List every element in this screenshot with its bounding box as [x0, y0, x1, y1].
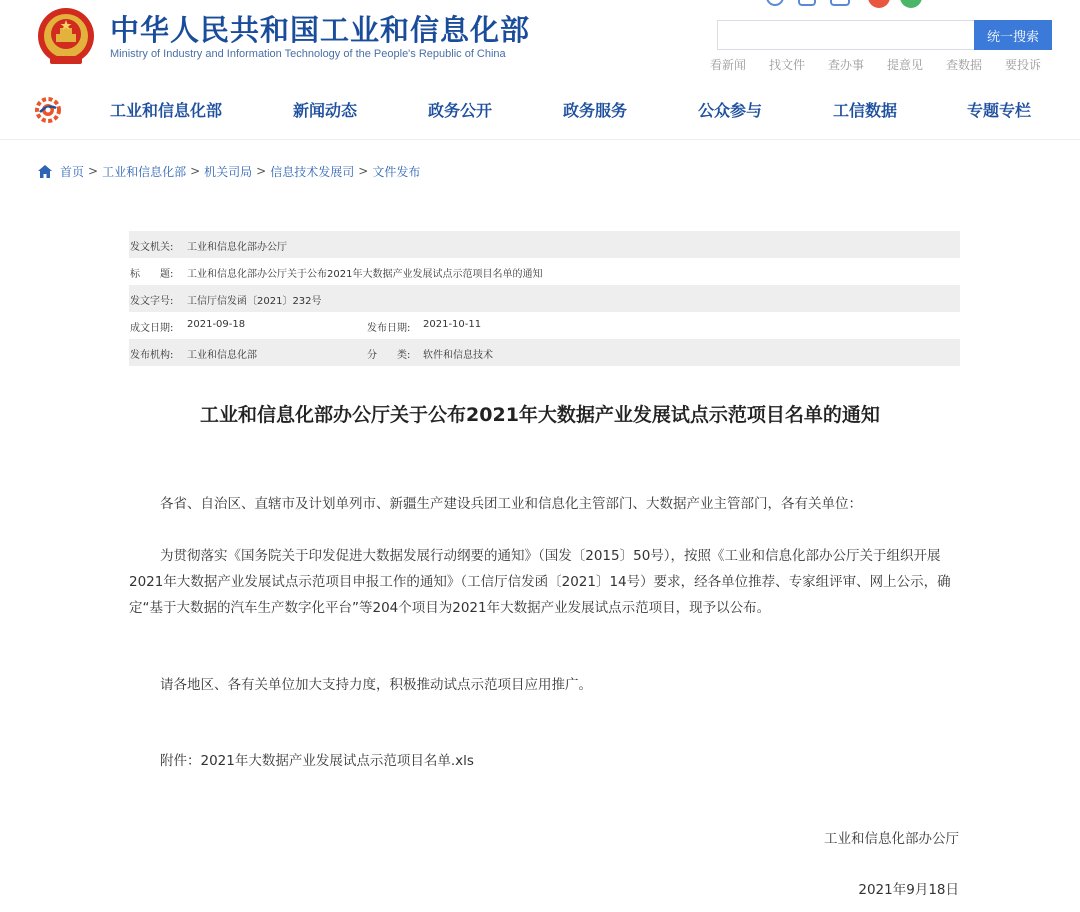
breadcrumb-departments[interactable]: 机关司局: [204, 164, 253, 179]
quick-link-files[interactable]: 找文件: [769, 58, 806, 72]
nav-item-open-gov[interactable]: 政务公开: [428, 101, 493, 120]
breadcrumb-miit[interactable]: 工业和信息化部: [102, 164, 187, 179]
meta-row-issuer: [129, 231, 960, 258]
meta-written-date: 2021-09-18: [187, 319, 246, 330]
meta-title: 工业和信息化部办公厅关于公布2021年大数据产业发展试点示范项目名单的通知: [187, 269, 543, 280]
search-input[interactable]: [717, 20, 975, 50]
meta-label: 发布日期:: [367, 323, 411, 334]
weibo-icon[interactable]: [868, 0, 890, 8]
wechat-icon[interactable]: [900, 0, 922, 8]
article-title: 工业和信息化部办公厅关于公布2021年大数据产业发展试点示范项目名单的通知: [200, 404, 880, 426]
site-header: [0, 0, 1080, 82]
nav-item-gov-services[interactable]: 政务服务: [563, 101, 628, 120]
quick-link-news[interactable]: 看新闻: [710, 58, 747, 72]
gear-logo-icon[interactable]: [34, 96, 62, 124]
meta-row-agency: [129, 339, 960, 366]
quick-link-data[interactable]: 查数据: [946, 58, 983, 72]
document-meta-table: [129, 231, 960, 366]
meta-published-date: 2021-10-11: [423, 319, 482, 330]
breadcrumb-separator: >: [256, 164, 267, 178]
nav-item-miit[interactable]: 工业和信息化部: [110, 101, 223, 120]
meta-row-dates: [129, 312, 960, 339]
meta-label: 分 类:: [367, 350, 411, 361]
quick-links: [704, 56, 1054, 74]
meta-row-doc-no: [129, 285, 960, 312]
quick-link-services[interactable]: 查办事: [828, 58, 865, 72]
meta-row-title: [129, 258, 960, 285]
main-nav: [0, 82, 1080, 140]
article-date: 2021年9月18日: [858, 882, 959, 898]
article-request: 请各地区、各有关单位加大支持力度，积极推动试点示范项目应用推广。: [160, 677, 592, 693]
meta-label: 发文机关:: [130, 242, 174, 253]
home-icon: [38, 165, 52, 178]
article-issuer: 工业和信息化部办公厅: [824, 831, 959, 847]
breadcrumb: [38, 162, 420, 180]
accessibility-icon[interactable]: [766, 0, 784, 6]
meta-label: 标 题:: [130, 269, 174, 280]
quick-link-feedback[interactable]: 提意见: [887, 58, 924, 72]
nav-item-topics[interactable]: 专题专栏: [967, 101, 1032, 120]
article-salutation: 各省、自治区、直辖市及计划单列市、新疆生产建设兵团工业和信息化主管部门、大数据产业主管部门，各有关单位：: [160, 496, 862, 512]
nav-item-public[interactable]: 公众参与: [698, 101, 763, 120]
meta-doc-no: 工信厅信发函〔2021〕232号: [187, 296, 322, 307]
breadcrumb-it-dept[interactable]: 信息技术发展司: [270, 164, 355, 179]
breadcrumb-home[interactable]: 首页: [60, 164, 85, 179]
attachment-label: 附件：: [160, 753, 201, 769]
quick-link-complaint[interactable]: 要投诉: [1005, 58, 1042, 72]
nav-item-data[interactable]: 工信数据: [833, 101, 898, 120]
meta-label: 发布机构:: [130, 350, 174, 361]
nav-item-news[interactable]: 新闻动态: [293, 101, 358, 120]
article-body: 为贯彻落实《国务院关于印发促进大数据发展行动纲要的通知》（国发〔2015〕50号），按照《工业和信息化部办公厅关于组织开展2021年大数据产业发展试点示范项目申报工作的通知》（工信厅信发函〔2021〕14号）要求，经各单位推荐、专家组评审、网上公示，确定“基于大数据的汽车生产数字化平台”等204个项目为2021年大数据产业发展试点示范项目，现予以公布。: [129, 548, 951, 616]
meta-label: 成文日期:: [130, 323, 174, 334]
attachment-link[interactable]: 2021年大数据产业发展试点示范项目名单.xls: [200, 753, 474, 769]
mail-icon[interactable]: [830, 0, 850, 6]
breadcrumb-file-release[interactable]: 文件发布: [372, 164, 421, 179]
meta-issuer: 工业和信息化部办公厅: [187, 242, 287, 253]
search-button[interactable]: 统一搜索: [974, 20, 1052, 50]
meta-label: 发文字号:: [130, 296, 174, 307]
site-title[interactable]: 中华人民共和国工业和信息化部: [110, 13, 531, 47]
national-emblem-icon[interactable]: [36, 6, 96, 68]
meta-category: 软件和信息技术: [423, 350, 493, 361]
mobile-icon[interactable]: [798, 0, 816, 6]
top-toolbar: [760, 0, 1080, 6]
breadcrumb-separator: >: [358, 164, 369, 178]
site-subtitle: Ministry of Industry and Information Technology of the People's Republic of China: [110, 48, 506, 60]
meta-agency: 工业和信息化部: [187, 350, 257, 361]
breadcrumb-separator: >: [88, 164, 99, 178]
article-attachment: [160, 748, 474, 774]
breadcrumb-separator: >: [190, 164, 201, 178]
